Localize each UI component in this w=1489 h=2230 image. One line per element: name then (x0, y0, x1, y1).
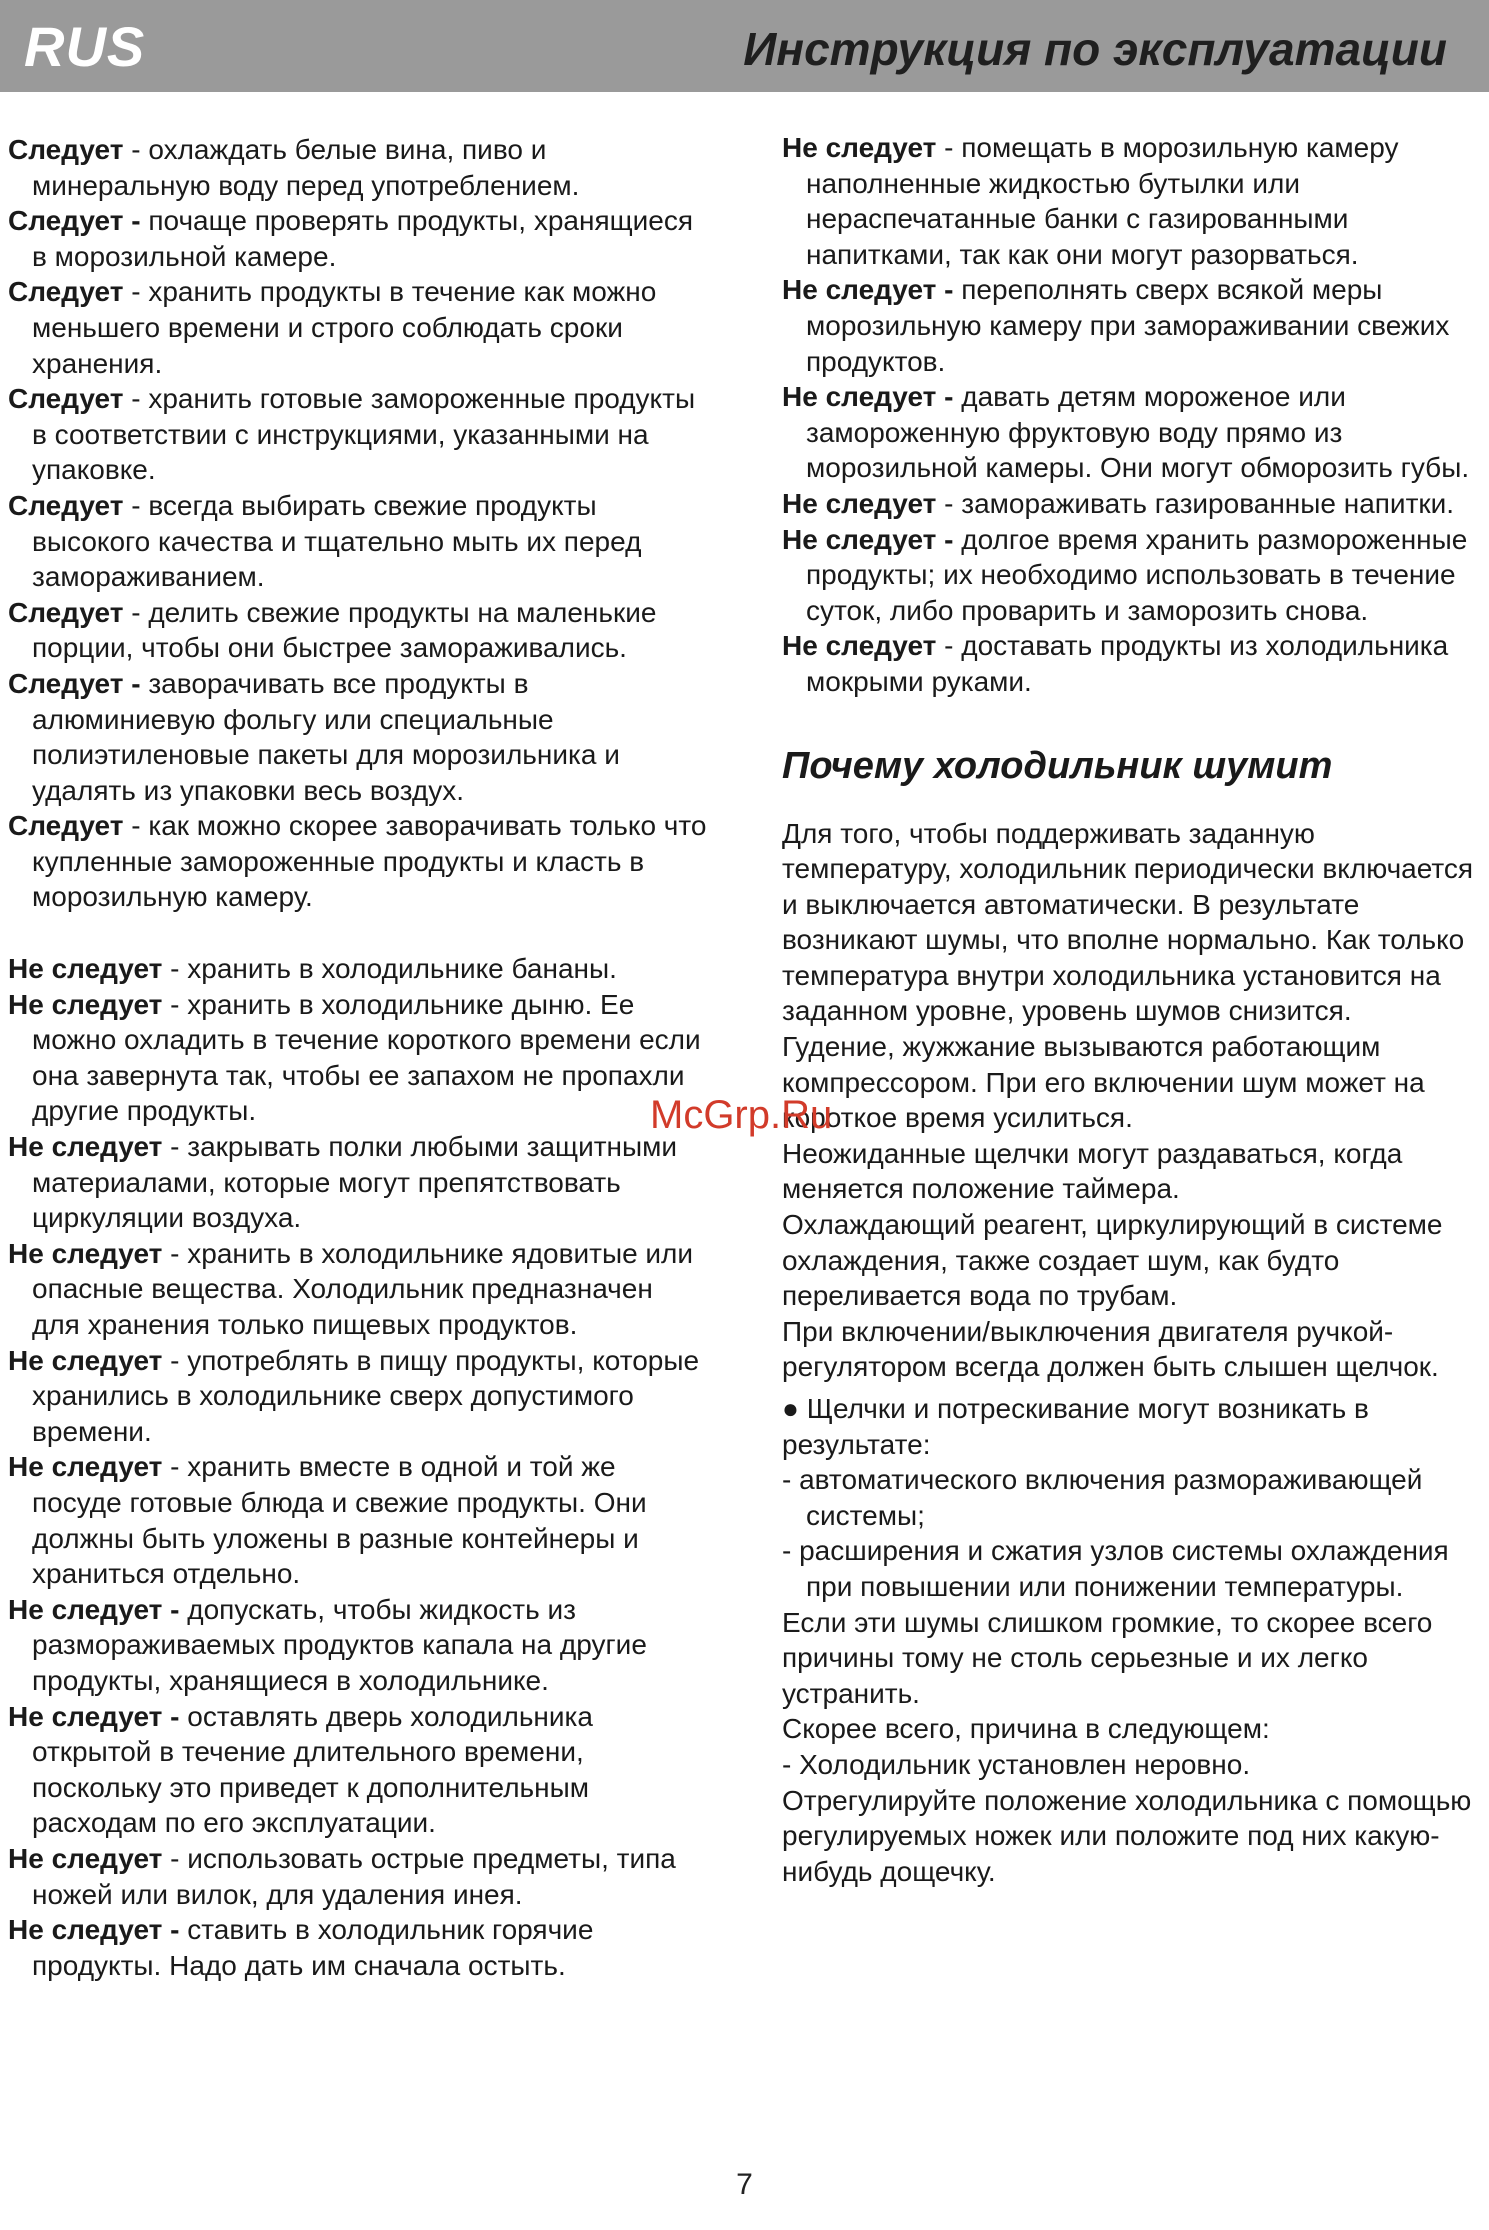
item-keyword: Следует (8, 810, 124, 842)
item-keyword: Не следует (782, 487, 937, 519)
item-text: - использовать острые предметы, типа ножей или вилок, для удаления инея. (32, 1842, 676, 1910)
item-text: переполнять сверх всякой меры морозильную камеру при замораживании свежих продуктов. (806, 274, 1450, 377)
paragraph: - Холодильник установлен неровно. (782, 1748, 1251, 1780)
dash-item: - автоматического включения размораживающей системы; (782, 1464, 1423, 1531)
item-text: давать детям мороженое или замороженную фруктовую воду прямо из морозильной камеры. Они могут обморозить губы. (806, 381, 1470, 484)
list-item (782, 379, 1482, 486)
item-text: - закрывать полки любыми защитными материалами, которые могут препятствовать циркуляции воздуха. (32, 1131, 678, 1234)
language-label: RUS (24, 15, 146, 78)
item-keyword: Не следует - (8, 1914, 180, 1946)
paragraph: Если эти шумы слишком громкие, то скорее всего причины тому не столь серьезные и их легко устранить. (782, 1606, 1433, 1709)
item-text: допускать, чтобы жидкость из размораживаемых продуктов капала на другие продукты, хранящиеся в холодильнике. (32, 1593, 647, 1696)
list-item (8, 274, 708, 381)
list-item (8, 1699, 708, 1841)
item-keyword: Не следует - (782, 523, 954, 555)
item-text: - употреблять в пищу продукты, которые хранились в холодильнике сверх допустимого времени. (32, 1344, 700, 1447)
should-not-list (8, 951, 708, 1983)
item-text: - помещать в морозильную камеру наполненные жидкостью бутылки или нераспечатанные банки с газированными напитками, так как они могут разорваться. (806, 132, 1399, 270)
spacer (8, 915, 708, 951)
item-text: почаще проверять продукты, хранящиеся в морозильной камере. (32, 205, 694, 272)
item-text: - замораживать газированные напитки. (936, 487, 1455, 519)
list-item (8, 808, 708, 915)
watermark: McGrp.Ru (650, 1093, 833, 1137)
item-text: - хранить в холодильнике бананы. (162, 953, 617, 985)
item-keyword: Следует (8, 276, 124, 308)
item-keyword: Не следует - (782, 274, 954, 306)
should-not-list-continued (782, 130, 1482, 700)
list-item (8, 381, 708, 488)
item-text: - делить свежие продукты на маленькие порции, чтобы они быстрее замораживались. (32, 596, 657, 664)
item-keyword: Не следует (8, 1842, 163, 1874)
item-keyword: Следует (8, 383, 124, 415)
page-title: Инструкция по эксплуатации (743, 23, 1447, 75)
list-item (8, 132, 708, 203)
paragraph: Для того, чтобы поддерживать заданную температуру, холодильник периодически включается и выключается автоматически. В результате возникают шумы, что вполне нормально. Как только температура внутри холодильника установится на заданном уровне, уровень шумов снизится. (782, 817, 1474, 1027)
bullet-item: ● Щелчки и потрескивание могут возникать в результате: (782, 1393, 1369, 1460)
item-keyword: Не следует (8, 1451, 163, 1483)
item-keyword: Не следует - (782, 381, 954, 413)
item-keyword: Не следует (8, 1237, 163, 1269)
paragraph: Гудение, жужжание вызываются работающим компрессором. При его включении шум может на короткое время усилиться. (782, 1031, 1425, 1134)
list-item (8, 951, 708, 987)
left-column (8, 132, 708, 1983)
item-text: - охлаждать белые вина, пиво и минеральную воду перед употреблением. (32, 134, 580, 201)
item-keyword: Следует - (8, 667, 141, 699)
list-item (782, 486, 1482, 522)
list-item (782, 272, 1482, 379)
item-text: - хранить вместе в одной и той же посуде готовые блюда и свежие продукты. Они должны быть уложены в разные контейнеры и храниться отдельно. (32, 1451, 647, 1590)
item-text: оставлять дверь холодильника открытой в течение длительного времени, поскольку это приведет к дополнительным расходам по его эксплуатации. (32, 1700, 593, 1839)
item-text: долгое время хранить размороженные продукты; их необходимо использовать в течение суток, либо проварить и заморозить снова. (806, 523, 1468, 626)
item-text: - хранить продукты в течение как можно меньшего времени и строго соблюдать сроки хранения. (32, 276, 657, 379)
page-number: 7 (736, 2168, 753, 2201)
list-item (8, 1592, 708, 1699)
item-keyword: Следует (8, 134, 124, 165)
list-item (8, 1841, 708, 1912)
item-keyword: Не следует (8, 988, 163, 1020)
item-keyword: Следует - (8, 205, 141, 237)
dash-item: - расширения и сжатия узлов системы охлаждения при повышении или понижении температуры. (782, 1535, 1449, 1602)
item-text: - хранить в холодильнике дыню. Ее можно охладить в течение короткого времени если она завернута так, чтобы ее запахом не пропахли другие продукты. (32, 988, 701, 1127)
paragraph: Охлаждающий реагент, циркулирующий в системе охлаждения, также создает шум, как будто переливается вода по трубам. (782, 1209, 1443, 1312)
page-header (0, 0, 1489, 92)
list-item (8, 203, 708, 274)
item-text: ставить в холодильник горячие продукты. Надо дать им сначала остыть. (32, 1914, 594, 1981)
list-item (8, 987, 708, 1129)
right-column (782, 130, 1482, 1889)
item-keyword: Следует (8, 489, 124, 521)
item-text: - хранить в холодильнике ядовитые или опасные вещества. Холодильник предназначен для хранения только пищевых продуктов. (32, 1237, 694, 1340)
should-list (8, 132, 708, 915)
section-title: Почему холодильник шумит (782, 744, 1333, 787)
list-item (8, 1129, 708, 1236)
item-text: - доставать продукты из холодильника мокрыми руками. (806, 630, 1449, 697)
list-item (782, 130, 1482, 272)
list-item (782, 522, 1482, 629)
item-keyword: Следует (8, 596, 124, 628)
paragraph: Отрегулируйте положение холодильника с помощью регулируемых ножек или положите под них какую-нибудь дощечку. (782, 1784, 1472, 1887)
paragraph: При включении/выключения двигателя ручкой-регулятором всегда должен быть слышен щелчок. (782, 1315, 1439, 1383)
list-item (782, 628, 1482, 699)
item-text: - хранить готовые замороженные продукты в соответствии с инструкциями, указанными на упаковке. (32, 383, 696, 486)
item-text: - всегда выбирать свежие продукты высокого качества и тщательно мыть их перед замораживанием. (32, 489, 642, 593)
list-item (8, 666, 708, 808)
list-item (8, 595, 708, 666)
paragraph: Скорее всего, причина в следующем: (782, 1713, 1270, 1745)
item-keyword: Не следует (8, 1344, 163, 1376)
list-item (8, 1343, 708, 1450)
list-item (8, 1912, 708, 1983)
list-item (8, 1449, 708, 1591)
item-keyword: Не следует - (8, 1593, 180, 1625)
paragraph: Неожиданные щелчки могут раздаваться, когда меняется положение таймера. (782, 1137, 1403, 1205)
item-keyword: Не следует - (8, 1700, 180, 1732)
list-item (8, 488, 708, 595)
item-text: - как можно скорее заворачивать только что купленные замороженные продукты и класть в морозильную камеру. (32, 810, 707, 913)
item-text: заворачивать все продукты в алюминиевую фольгу или специальные полиэтиленовые пакеты для морозильника и удалять из упаковки весь воздух. (32, 667, 620, 806)
item-keyword: Не следует (8, 953, 163, 985)
item-keyword: Не следует (782, 132, 937, 163)
item-keyword: Не следует (782, 630, 937, 662)
list-item (8, 1236, 708, 1343)
item-keyword: Не следует (8, 1131, 163, 1163)
